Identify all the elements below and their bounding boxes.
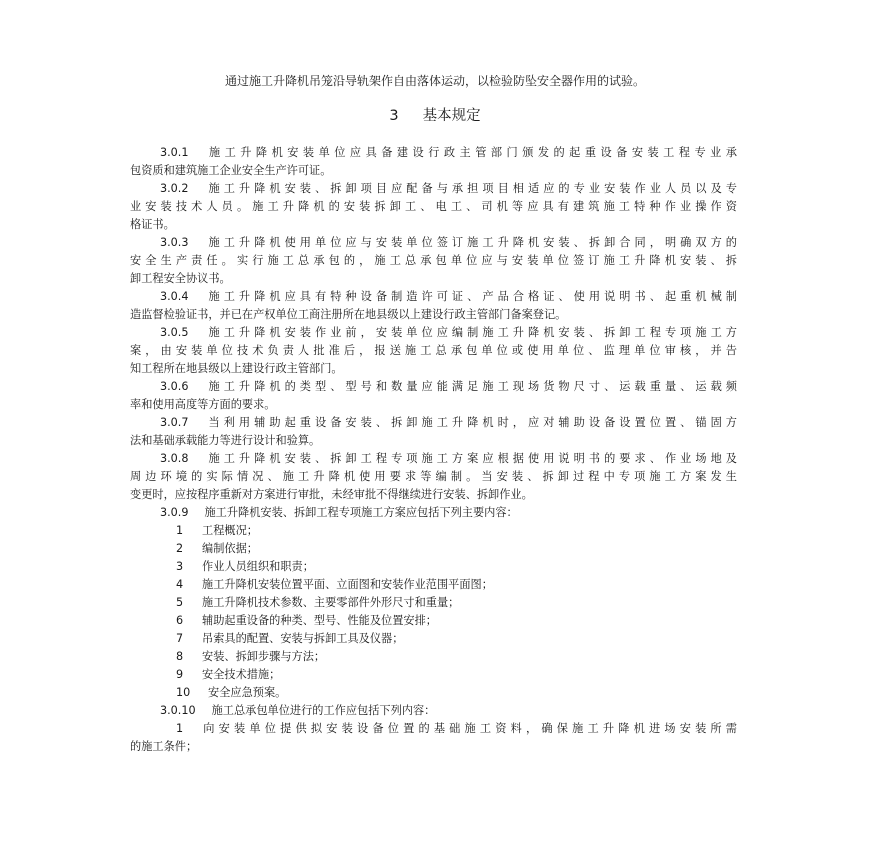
clause-3-0-10-item-1-line-2: 的施工条件；: [130, 740, 198, 753]
clause-3-0-5-line-1: 3.0.5 施工升降机安装作业前，安装单位应编制施工升降机安装、拆卸工程专项施工方: [160, 326, 737, 339]
clause-3-0-2-line-3: 格证书。: [130, 218, 175, 231]
clause-3-0-2-line-1: 3.0.2 施工升降机安装、拆卸项目应配备与承担项目相适应的专业安装作业人员以及专: [160, 182, 737, 195]
clause-3-0-10-line-1: 3.0.10 施工总承包单位进行的工作应包括下列内容：: [160, 704, 436, 717]
clause-3-0-5-line-3: 知工程所在地县级以上建设行政主管部门。: [130, 362, 343, 375]
section-heading: [0, 106, 870, 126]
clause-3-0-8-line-3: 变更时，应按程序重新对方案进行审批，未经审批不得继续进行安装、拆卸作业。: [130, 488, 533, 501]
section-number: 3: [389, 108, 399, 124]
clause-3-0-2-line-2: 业安装技术人员。施工升降机的安装拆卸工、电工、司机等应具有建筑施工特种作业操作资: [130, 200, 737, 213]
document-page: 通过施工升降机吊笼沿导轨架作自由落体运动，以检验防坠安全器作用的试验。 3 基本规定 3.0.1 施工升降机安装单位应具备建设行政主管部门颁发的起重设备安装工程专业承 包资质和建筑施工企业安全生产许可证。 3.0.2 施工升降机安装、拆卸项目应配备与承担项目相适应的专业安装作业人员以及专 业安装技术人员。施工升降机的安装拆卸工、电工、司机等应具有建筑施工特种作业操作资 格证书。 3.0.3 施工升降机使用单位应与安装单位签订施工升降机安装、拆卸合同，明确双方的 安全生产责任。实行施工总承包的，施工总承包单位应与安装单位签订施工升降机安装、拆 卸工程安全协议书。 3.0.4 施工升降机应具有特种设备制造许可证、产品合格证、使用说明书、起重机械制 造监督检验证书，并已在产权单位工商注册所在地县级以上建设行政主管部门备案登记。 3.0.5 施工升降机安装作业前，安装单位应编制施工升降机安装、拆卸工程专项施工方 案，由安装单位技术负责人批准后，报送施工总承包单位或使用单位、监理单位审核，并告 知工程所在地县级以上建设行政主管部门。 3.0.6 施工升降机的类型、型号和数量应能满足施工现场货物尺寸、运载重量、运载频 率和使用高度等方面的要求。 3.0.7 当利用辅助起重设备安装、拆卸施工升降机时，应对辅助设备设置位置、锚固方 法和基础承载能力等进行设计和验算。 3.0.8 施工升降机安装、拆卸工程专项施工方案应根据使用说明书的要求、作业场地及 周边环境的实际情况、施工升降机使用要求等编制。当安装、拆卸过程中专项施工方案发生 变更时，应按程序重新对方案进行审批，未经审批不得继续进行安装、拆卸作业。 3.0.9 施工升降机安装、拆卸工程专项施工方案应包括下列主要内容： 1 工程概况； 2 编制依据； 3 作业人员组织和职责； 4 施工升降机安装位置平面、立面图和安装作业范围平面图； 5 施工升降机技术参数、主要零部件外形尺寸和重量； 6 辅助起重设备的种类、型号、性能及位置安排； 7 吊索具的配置、安装与拆卸工具及仪器； 8 安装、拆卸步骤与方法； 9 安全技术措施； 10 安全应急预案。 3.0.10 施工总承包单位进行的工作应包括下列内容： 1 向安装单位提供拟安装设备位置的基础施工资料，确保施工升降机进场安装所需 的施工条件；: [0, 0, 870, 842]
clause-3-0-3-line-1: 3.0.3 施工升降机使用单位应与安装单位签订施工升降机安装、拆卸合同，明确双方的: [160, 236, 737, 249]
clause-3-0-3-line-2: 安全生产责任。实行施工总承包的，施工总承包单位应与安装单位签订施工升降机安装、拆: [130, 254, 737, 267]
clause-3-0-7-line-1: 3.0.7 当利用辅助起重设备安装、拆卸施工升降机时，应对辅助设备设置位置、锚固方: [160, 416, 737, 429]
section-title: 基本规定: [422, 108, 481, 124]
clause-3-0-9-line-1: 3.0.9 施工升降机安装、拆卸工程专项施工方案应包括下列主要内容：: [160, 506, 518, 519]
clause-3-0-10-item-1-line-1: 1 向安装单位提供拟安装设备位置的基础施工资料，确保施工升降机进场安装所需: [176, 722, 737, 735]
intro-text: 通过施工升降机吊笼沿导轨架作自由落体运动，以检验防坠安全器作用的试验。: [224, 74, 645, 88]
clause-3-0-5-line-2: 案，由安装单位技术负责人批准后，报送施工总承包单位或使用单位、监理单位审核，并告: [130, 344, 737, 357]
clause-3-0-6-line-1: 3.0.6 施工升降机的类型、型号和数量应能满足施工现场货物尺寸、运载重量、运载频: [160, 380, 737, 393]
clause-3-0-8-line-1: 3.0.8 施工升降机安装、拆卸工程专项施工方案应根据使用说明书的要求、作业场地及: [160, 452, 737, 465]
clause-3-0-7-line-2: 法和基础承载能力等进行设计和验算。: [130, 434, 321, 447]
clause-3-0-1-line-1: 3.0.1 施工升降机安装单位应具备建设行政主管部门颁发的起重设备安装工程专业承: [160, 146, 737, 159]
clause-3-0-3-line-3: 卸工程安全协议书。: [130, 272, 231, 285]
clause-3-0-8-line-2: 周边环境的实际情况、施工升降机使用要求等编制。当安装、拆卸过程中专项施工方案发生: [130, 470, 737, 483]
clause-3-0-6-line-2: 率和使用高度等方面的要求。: [130, 398, 276, 411]
clause-3-0-4-line-1: 3.0.4 施工升降机应具有特种设备制造许可证、产品合格证、使用说明书、起重机械制: [160, 290, 737, 303]
clause-3-0-1-line-2: 包资质和建筑施工企业安全生产许可证。: [130, 164, 332, 177]
clause-3-0-4-line-2: 造监督检验证书，并已在产权单位工商注册所在地县级以上建设行政主管部门备案登记。: [130, 308, 567, 321]
